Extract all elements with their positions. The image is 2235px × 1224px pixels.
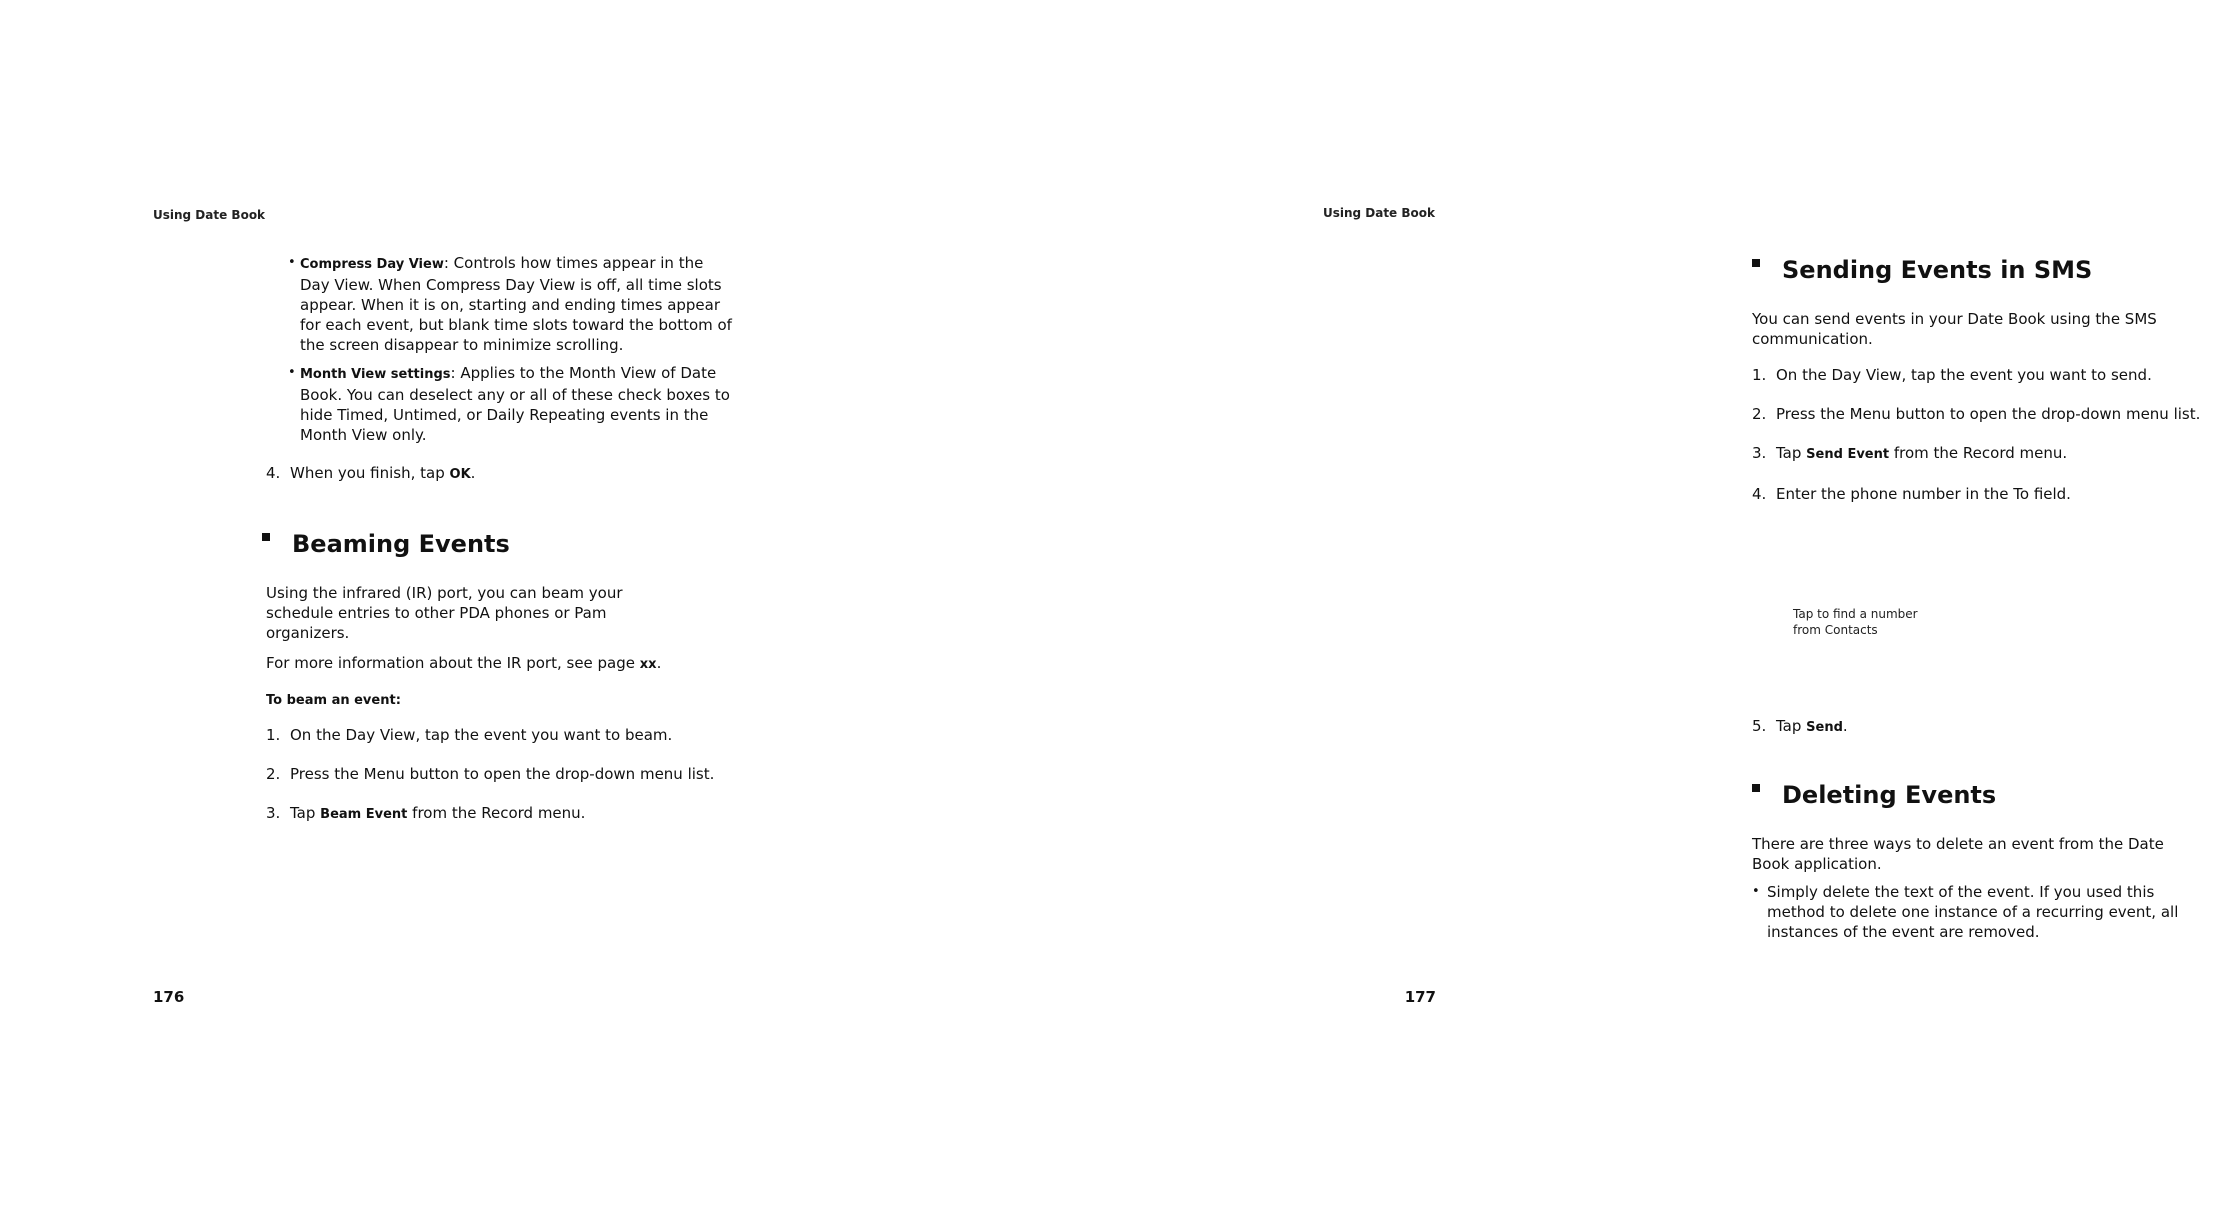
callout-line-2: from Contacts xyxy=(1793,623,1878,637)
running-header-left: Using Date Book xyxy=(153,208,266,222)
send-label: Send xyxy=(1806,720,1843,735)
heading-deleting-events: Deleting Events xyxy=(1752,780,2235,810)
deleting-intro: There are three ways to delete an event from the Date Book application. xyxy=(1752,835,2164,873)
step-number: 4. xyxy=(266,464,281,482)
deleting-bullet-list xyxy=(1752,882,2197,942)
heading-bullet-icon xyxy=(262,533,270,541)
desc-month-view-settings: : Applies to the Month View of Date Book. You can deselect any or all of these check boxes to hide Timed, Untimed, or Daily Repeating events in the Month View only. xyxy=(300,364,730,444)
heading-bullet-icon xyxy=(1752,259,1760,267)
term-compress-day-view: Compress Day View xyxy=(300,257,444,272)
send-event-label: Send Event xyxy=(1806,447,1890,462)
step-text: When you finish, tap OK. xyxy=(290,464,476,482)
bullet-compress-day-view xyxy=(288,253,736,355)
beaming-intro: Using the infrared (IR) port, you can beam your schedule entries to other PDA phones or Pam organizers. xyxy=(266,584,623,642)
beam-step-2: 2. Press the Menu button to open the drop-down menu list. xyxy=(266,765,715,783)
left-page xyxy=(0,0,792,1224)
sms-step-4: 4. Enter the phone number in the To field. xyxy=(1752,485,2071,503)
page-ref: xx xyxy=(639,657,657,672)
sms-step-3: 3. Tap Send Event from the Record menu. xyxy=(1752,444,2068,462)
sms-step-5: 5. Tap Send. xyxy=(1752,717,1848,735)
delete-method-1: • Simply delete the text of the event. If you used this method to delete one instance of a recurring event, all instances of the event are removed. xyxy=(1752,882,2197,942)
right-page xyxy=(792,0,2201,1224)
heading-bullet-icon xyxy=(1752,784,1760,792)
sms-step-1: 1. On the Day View, tap the event you want to send. xyxy=(1752,366,2152,384)
beam-step-1: 1. On the Day View, tap the event you want to beam. xyxy=(266,726,673,744)
heading-sending-events-sms: Sending Events in SMS xyxy=(1752,255,2235,285)
left-page-content xyxy=(266,253,736,825)
beam-step-3: 3. Tap Beam Event from the Record menu. xyxy=(266,804,586,822)
running-header-right: Using Date Book xyxy=(1322,206,1435,220)
bullet-month-view-settings xyxy=(288,363,736,445)
callout-find-number xyxy=(1793,606,2235,638)
page-number-right: 177 xyxy=(1404,988,1436,1006)
ok-label: OK xyxy=(449,467,471,482)
page-number-left: 176 xyxy=(153,988,185,1006)
beam-event-label: Beam Event xyxy=(320,807,408,822)
term-month-view-settings: Month View settings xyxy=(300,367,451,382)
procedure-heading-beam: To beam an event: xyxy=(266,693,401,708)
desc-compress-day-view: : Controls how times appear in the Day View. When Compress Day View is off, all time slots appear. When it is on, starting and ending times appear for each event, but blank time slots toward the bottom of the screen disappear to minimize scrolling. xyxy=(300,254,732,354)
step-finish xyxy=(266,463,736,485)
settings-bullet-list xyxy=(288,253,736,445)
callout-line-1: Tap to find a number xyxy=(1793,607,1918,621)
sms-step-2: 2. Press the Menu button to open the drop-down menu list. xyxy=(1752,405,2201,423)
heading-beaming-events: Beaming Events xyxy=(262,529,736,559)
right-page-content xyxy=(1752,255,2235,950)
sms-intro: You can send events in your Date Book using the SMS communication. xyxy=(1752,310,2157,348)
beaming-more-info: For more information about the IR port, see page xx. xyxy=(266,654,662,672)
